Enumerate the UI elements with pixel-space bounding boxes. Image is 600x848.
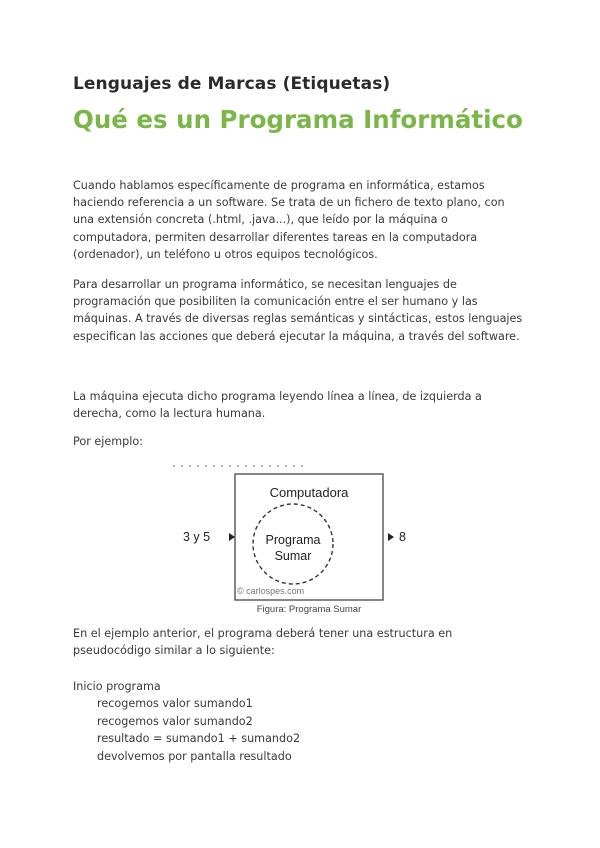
pseudocode-line: resultado = sumando1 + sumando2 [97, 732, 301, 746]
output-arrow-icon [388, 533, 394, 541]
paragraph-pseudocode-intro: En el ejemplo anterior, el programa deberá tener una estructura en pseudocódigo similar a lo siguiente: [73, 627, 453, 658]
program-label-line1: Programa [265, 533, 321, 547]
input-label: 3 y 5 [183, 530, 211, 544]
pseudocode-line: Inicio programa [73, 680, 161, 693]
pseudocode-line: recogemos valor sumando2 [97, 714, 253, 728]
page-title: Qué es un Programa Informático [73, 105, 523, 134]
figure-diagram [173, 460, 418, 618]
paragraph-example-intro: Por ejemplo: [73, 435, 143, 448]
paragraph-languages: Para desarrollar un programa informático, se necesitan lenguajes de programación que posibiliten la comunicación entre el ser humano y las máquinas. A través de diversas reglas semánticas y sintácticas, estos lenguajes especifican las acciones que deberá ejecutar la máquina, a través del software. [73, 278, 523, 343]
pseudocode-line: recogemos valor sumando1 [97, 697, 253, 711]
figure-programa-sumar [173, 460, 418, 618]
paragraph-intro: Cuando hablamos específicamente de programa en informática, estamos haciendo referencia a un software. Se trata de un fichero de texto plano, con una extensión concreta (.html, .java...), que leído por la máquina o computadora, permiten desarrollar diferentes tareas en la computadora (ordenador), un teléfono u otros equipos tecnológicos. [73, 179, 505, 261]
pseudocode-line: devolvemos por pantalla resultado [97, 749, 292, 763]
document-subtitle: Lenguajes de Marcas (Etiquetas) [73, 74, 391, 94]
input-arrow-icon [229, 533, 235, 541]
paragraph-execution: La máquina ejecuta dicho programa leyendo línea a línea, de izquierda a derecha, como la lectura humana. [73, 390, 482, 421]
computer-label: Computadora [269, 485, 349, 500]
program-label-line2: Sumar [274, 549, 312, 563]
output-label: 8 [399, 530, 406, 544]
figure-caption: Figura: Programa Sumar [256, 604, 362, 615]
pseudocode-block [73, 678, 300, 765]
watermark: © carlospes.com [237, 586, 305, 596]
